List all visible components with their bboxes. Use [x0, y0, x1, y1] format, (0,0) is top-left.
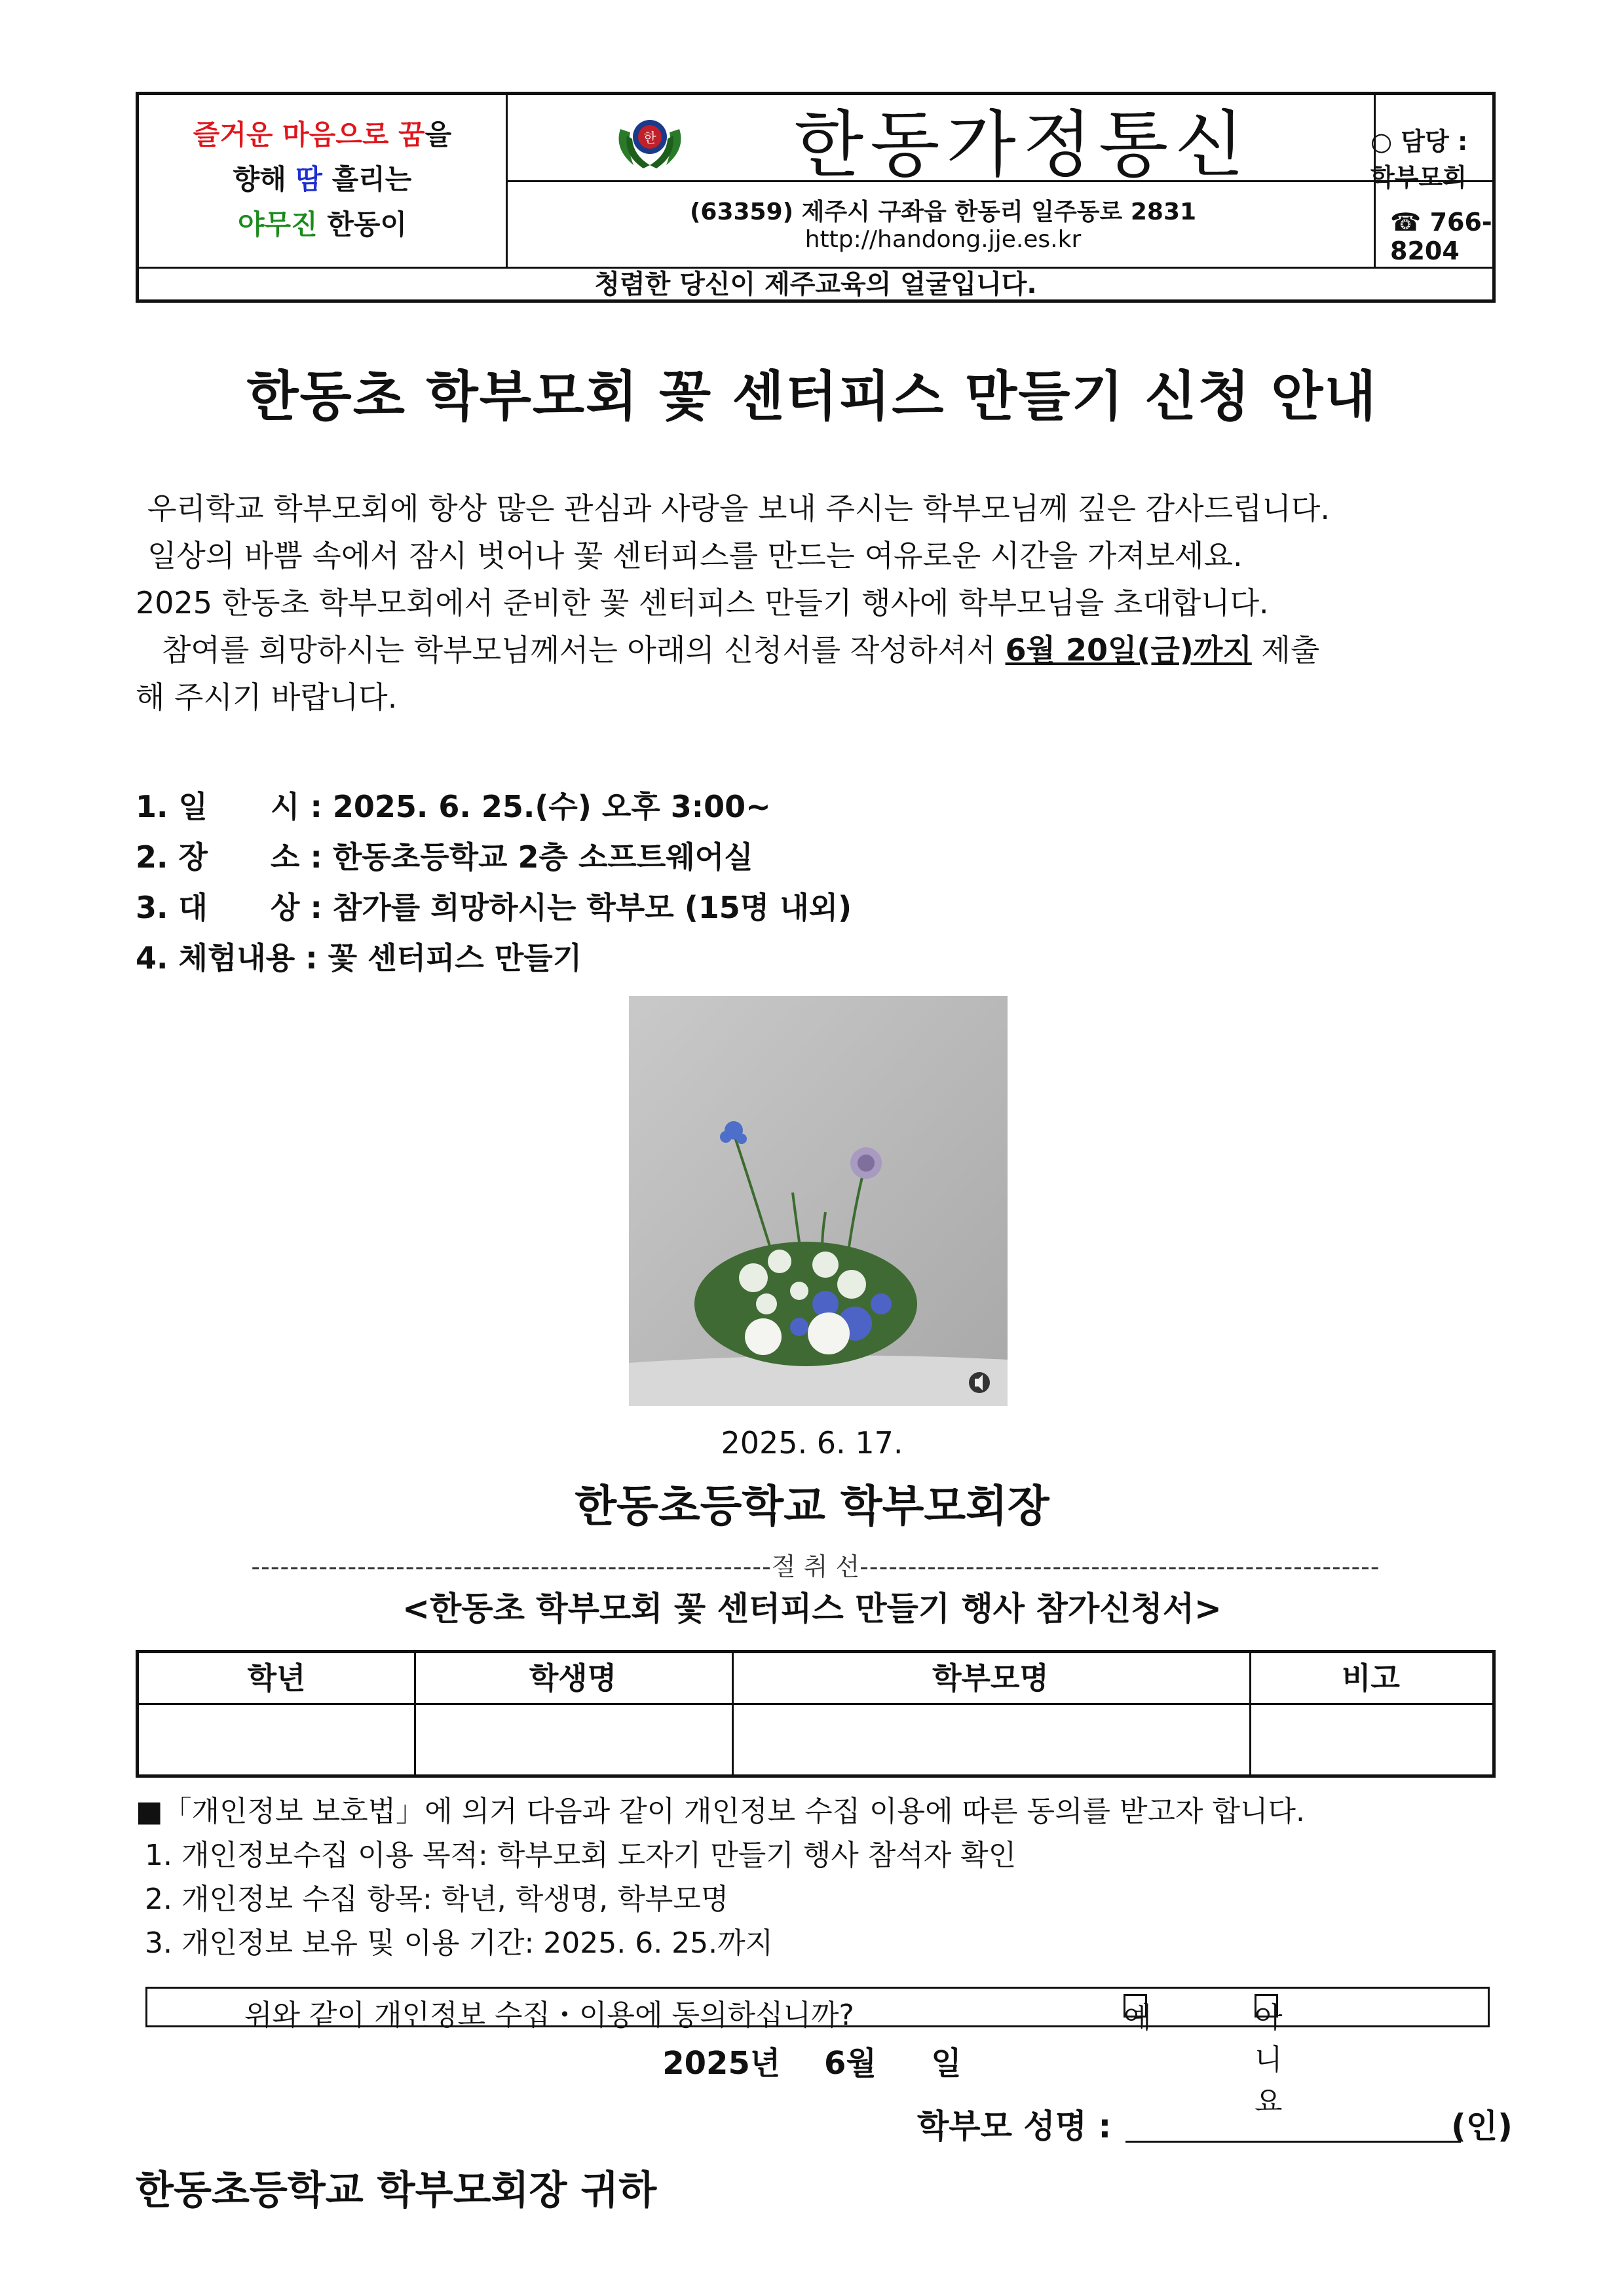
school-address: (63359) 제주시 구좌읍 한동리 일주동로 2831	[689, 199, 1197, 225]
seal-label: (인)	[1451, 2107, 1513, 2145]
column-header: 비고	[1342, 1660, 1400, 1696]
detail-target: 3. 대 상 : 참가를 희망하시는 학부모 (15명 내외)	[136, 890, 852, 925]
column-header: 학생명	[529, 1660, 617, 1696]
divider	[732, 1653, 734, 1774]
divider	[139, 1703, 1492, 1705]
application-table	[136, 1650, 1496, 1778]
newsletter-header	[136, 92, 1496, 303]
intro-paragraph-5: 해 주시기 바랍니다.	[136, 679, 398, 715]
cut-line: ------------------------------------------------------절 취 선------------------------------------------------------	[251, 1552, 1380, 1581]
checkbox-yes-label: 예	[1124, 2001, 1152, 2035]
divider	[1249, 1653, 1251, 1774]
detail-datetime: 1. 일 시 : 2025. 6. 25.(수) 오후 3:00~	[136, 789, 771, 824]
slogan-space	[273, 119, 283, 151]
slogan-word: 꿈	[398, 119, 425, 151]
grade-input-cell[interactable]	[141, 1706, 412, 1774]
slogan-line-3	[139, 203, 506, 242]
consent-question: 위와 같이 개인정보 수집・이용에 동의하십니까?	[244, 1999, 854, 2032]
slogan-space	[318, 208, 328, 240]
signature-label: 학부모 성명 :	[917, 2107, 1112, 2145]
detail-place: 2. 장 소 : 한동초등학교 2층 소프트웨어실	[136, 839, 753, 875]
school-emblem-icon	[607, 109, 692, 175]
slogan-word: 야무진	[237, 208, 318, 240]
column-header: 학부모명	[932, 1660, 1049, 1696]
slogan-space	[388, 119, 398, 151]
intro-text: 제출	[1251, 632, 1320, 668]
svg-text:한: 한	[643, 130, 656, 145]
deadline: 6월 20일(금)까지	[1005, 632, 1252, 668]
application-form-title: <한동초 학부모회 꽃 센터피스 만들기 행사 참가신청서>	[402, 1590, 1222, 1628]
newsletter-title: 한동가정통신	[794, 103, 1251, 187]
column-header: 학년	[247, 1660, 306, 1696]
issue-date: 2025. 6. 17.	[721, 1425, 903, 1461]
phone-number: ☎ 766-8204	[1390, 208, 1492, 265]
slogan-word: 향해	[233, 163, 286, 195]
intro-paragraph-3: 2025 한동초 학부모회에서 준비한 꽃 센터피스 만들기 행사에 학부모님을 초대합니다.	[136, 585, 1269, 621]
checkbox-no-label: 아니요	[1255, 2001, 1283, 2118]
slogan-word: 즐거운	[193, 119, 273, 151]
slogan-word: 땀	[295, 163, 322, 195]
slogan-word: 한동이	[327, 208, 407, 240]
slogan-line-2	[139, 158, 506, 197]
recipient: 한동초등학교 학부모회장 귀하	[136, 2168, 657, 2213]
page-title: 한동초 학부모회 꽃 센터피스 만들기 신청 안내	[246, 366, 1378, 428]
signature-date: 2025년 6월 일	[662, 2045, 962, 2082]
signature-line	[917, 2100, 1513, 2147]
flower-centerpiece-photo	[629, 996, 1008, 1406]
contact-label: ○ 담당 : 학부모회	[1370, 127, 1468, 192]
parent-name-input-cell[interactable]	[734, 1706, 1247, 1774]
intro-paragraph-2: 일상의 바쁨 속에서 잠시 벗어나 꽃 센터피스를 만드는 여유로운 시간을 가져보세요.	[147, 538, 1243, 573]
consent-intro: ■「개인정보 보호법」에 의거 다음과 같이 개인정보 수집 이용에 따른 동의를 받고자 합니다.	[136, 1795, 1306, 1828]
parent-signature-field[interactable]	[1125, 2141, 1461, 2143]
school-url[interactable]: http://handong.jje.es.kr	[804, 226, 1082, 253]
student-name-input-cell[interactable]	[417, 1706, 730, 1774]
slogan-space	[286, 163, 296, 195]
intro-paragraph-1: 우리학교 학부모회에 항상 많은 관심과 사랑을 보내 주시는 학부모님께 깊은 감사드립니다.	[147, 491, 1330, 526]
slogan-word: 마음으로	[282, 119, 389, 151]
intro-text: 참여를 희망하시는 학부모님께서는 아래의 신청서를 작성하셔서	[162, 632, 1006, 668]
consent-item: 3. 개인정보 보유 및 이용 기간: 2025. 6. 25.까지	[136, 1926, 774, 1960]
slogan-space	[322, 163, 332, 195]
note-input-cell[interactable]	[1252, 1706, 1489, 1774]
slogan-word: 흘리는	[331, 163, 412, 195]
slogan-word: 을	[425, 119, 452, 151]
motto: 청렴한 당신이 제주교육의 얼굴입니다.	[594, 269, 1037, 299]
slogan-line-1	[139, 113, 506, 153]
consent-item: 2. 개인정보 수집 항목: 학년, 학생명, 학부모명	[136, 1883, 729, 1916]
sender: 한동초등학교 학부모회장	[575, 1481, 1049, 1531]
intro-paragraph-4	[136, 626, 1496, 674]
detail-content: 4. 체험내용 : 꽃 센터피스 만들기	[136, 940, 582, 976]
consent-item: 1. 개인정보수집 이용 목적: 학부모회 도자기 만들기 행사 참석자 확인	[136, 1839, 1017, 1872]
cut-line-label: 절 취 선	[771, 1552, 860, 1581]
divider	[414, 1653, 416, 1774]
